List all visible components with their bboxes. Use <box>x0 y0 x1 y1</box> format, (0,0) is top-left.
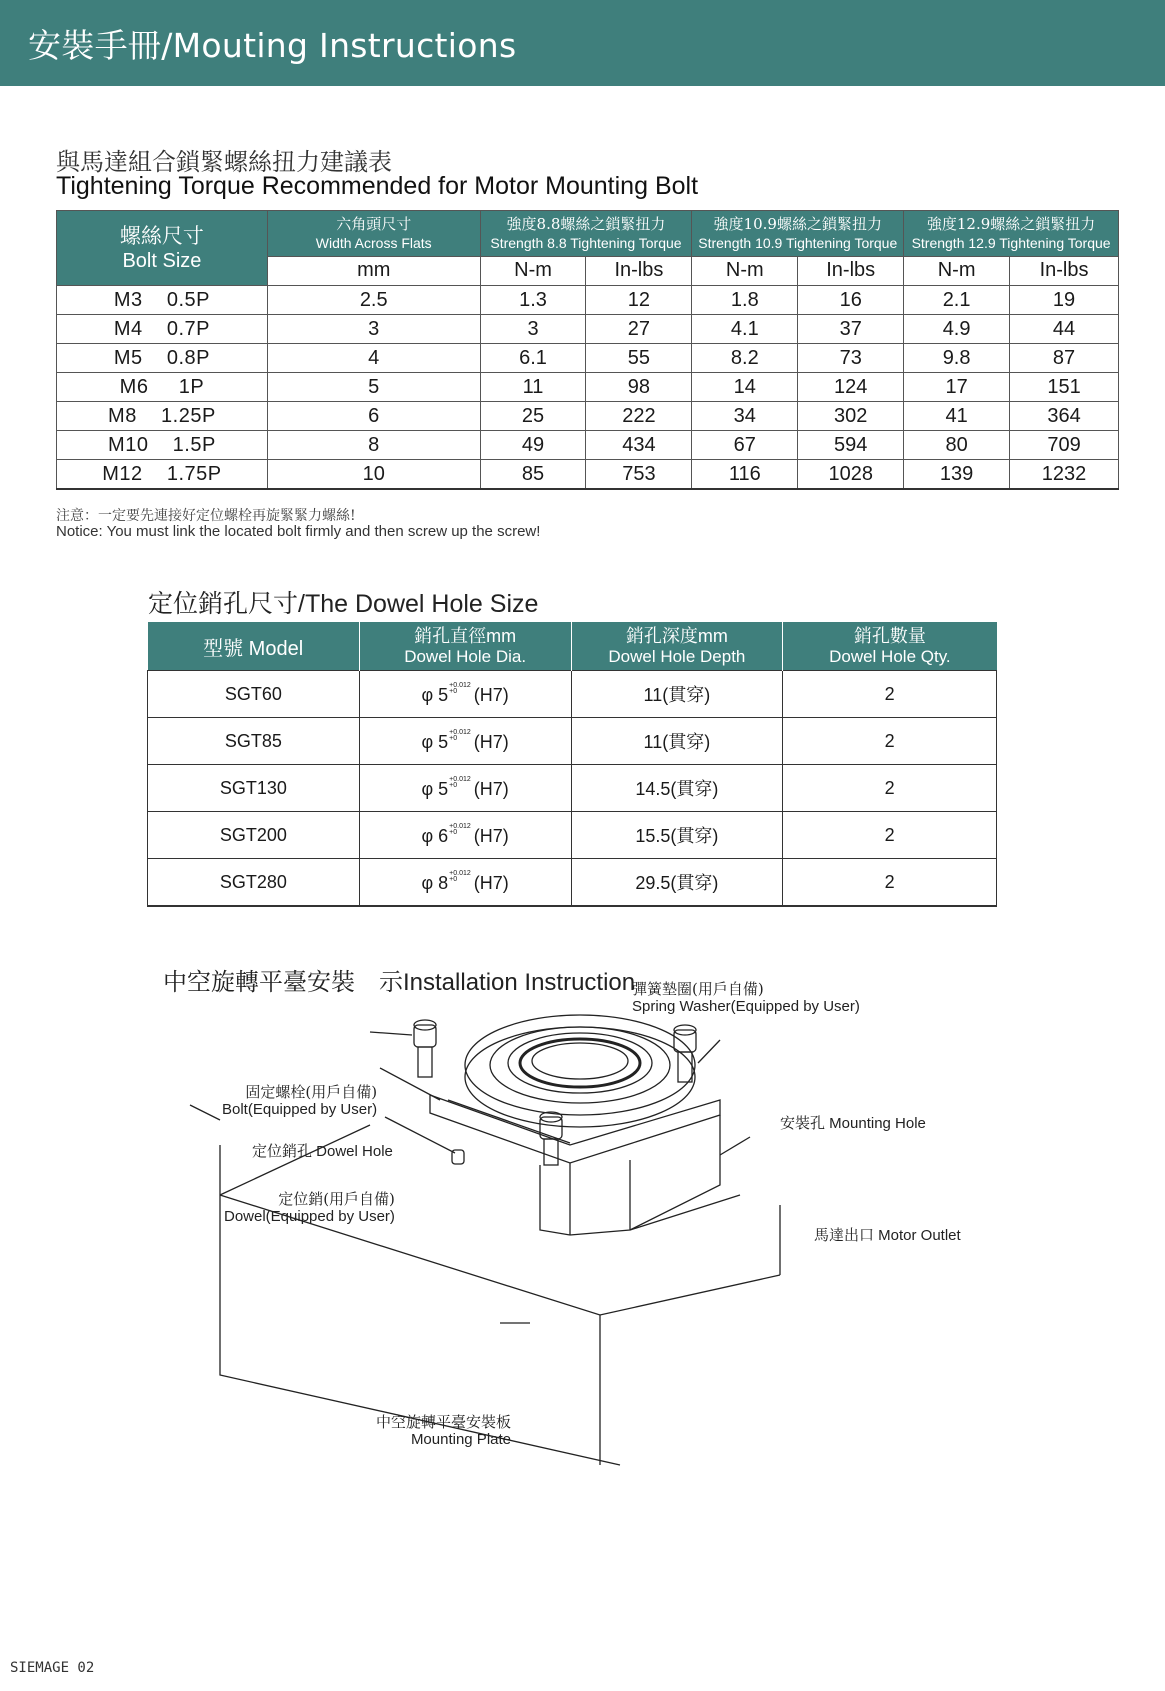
torque-title-zh: 與馬達組合鎖緊螺絲扭力建議表 <box>56 148 392 176</box>
tolerance <box>449 777 471 789</box>
dia-cell <box>359 765 571 812</box>
fit-value: (H7) <box>473 778 509 799</box>
torque-cell: 2.5 <box>267 286 480 315</box>
qty-cell: 2 <box>783 765 997 812</box>
torque-cell: 87 <box>1010 344 1119 373</box>
bolt-size-cell: M10 1.5P <box>57 431 268 460</box>
model-cell: SGT85 <box>148 718 360 765</box>
torque-cell: 98 <box>586 373 692 402</box>
header-bar <box>0 0 1165 86</box>
fit-value: (H7) <box>473 684 509 705</box>
qty-cell: 2 <box>783 718 997 765</box>
unit-cell: In-lbs <box>586 256 692 285</box>
depth-cell: 14.5(貫穿) <box>571 765 783 812</box>
bolt-size-cell: M3 0.5P <box>57 286 268 315</box>
unit-cell: In-lbs <box>798 256 904 285</box>
fit-value: (H7) <box>473 872 509 893</box>
torque-cell: 85 <box>480 460 586 490</box>
label-motor-outlet: 馬達出口 Motor Outlet <box>814 1227 961 1244</box>
unit-cell: mm <box>267 256 480 285</box>
dia-value: φ 5 <box>421 778 449 799</box>
torque-row <box>57 286 1119 315</box>
header-strength-8-8: 強度8.8螺絲之鎖緊扭力 Strength 8.8 Tightening Torque <box>480 211 692 257</box>
torque-cell: 12 <box>586 286 692 315</box>
torque-cell: 116 <box>692 460 798 490</box>
tolerance-upper: +0.012 <box>449 775 471 783</box>
torque-cell: 3 <box>267 315 480 344</box>
header-hole-dia: 銷孔直徑mm Dowel Hole Dia. <box>359 622 571 671</box>
tolerance-lower: +0 <box>449 687 458 695</box>
unit-cell: N-m <box>904 256 1010 285</box>
torque-cell: 594 <box>798 431 904 460</box>
torque-header-row <box>57 211 1119 257</box>
torque-cell: 1.8 <box>692 286 798 315</box>
label-dowel: 定位銷(用戶自備) Dowel(Equipped by User) <box>224 1190 395 1225</box>
torque-cell: 4.1 <box>692 315 798 344</box>
base-block-shape <box>430 1095 720 1163</box>
tolerance <box>449 871 471 883</box>
tolerance-upper: +0.012 <box>449 728 471 736</box>
dia-value: φ 5 <box>421 731 449 752</box>
torque-cell: 1028 <box>798 460 904 490</box>
depth-cell: 11(貫穿) <box>571 671 783 718</box>
depth-cell: 11(貫穿) <box>571 718 783 765</box>
torque-cell: 25 <box>480 402 586 431</box>
depth-cell: 15.5(貫穿) <box>571 812 783 859</box>
torque-cell: 709 <box>1010 431 1119 460</box>
torque-cell: 16 <box>798 286 904 315</box>
dowel-row <box>148 812 997 859</box>
torque-cell: 6 <box>267 402 480 431</box>
bolt-left <box>414 1020 436 1077</box>
dia-cell <box>359 859 571 907</box>
bolt-size-cell: M12 1.75P <box>57 460 268 490</box>
torque-cell: 1232 <box>1010 460 1119 490</box>
bolt-front <box>540 1112 562 1165</box>
dowel-row <box>148 859 997 907</box>
model-cell: SGT280 <box>148 859 360 907</box>
label-bolt: 固定螺栓(用戶自備) Bolt(Equipped by User) <box>222 1083 378 1118</box>
torque-cell: 5 <box>267 373 480 402</box>
torque-cell: 124 <box>798 373 904 402</box>
dowel-header-row <box>148 622 997 671</box>
tolerance <box>449 730 471 742</box>
dia-value: φ 5 <box>421 684 449 705</box>
torque-cell: 139 <box>904 460 1010 490</box>
model-cell: SGT60 <box>148 671 360 718</box>
torque-cell: 1.3 <box>480 286 586 315</box>
page-title: 安裝手冊/Mouting Instructions <box>28 26 517 65</box>
dowel-table <box>147 622 997 907</box>
label-mounting-hole: 安裝孔 Mounting Hole <box>780 1115 926 1132</box>
torque-cell: 17 <box>904 373 1010 402</box>
qty-cell: 2 <box>783 671 997 718</box>
dowel-title: 定位銷孔尺寸/The Dowel Hole Size <box>148 589 539 618</box>
torque-cell: 3 <box>480 315 586 344</box>
label-spring-washer: 彈簧墊圈(用戶自備) Spring Washer(Equipped by User) <box>632 980 860 1015</box>
tolerance-lower: +0 <box>449 828 458 836</box>
label-dowel-hole: 定位銷孔 Dowel Hole <box>252 1143 393 1160</box>
qty-cell: 2 <box>783 812 997 859</box>
model-cell: SGT130 <box>148 765 360 812</box>
notice-en: Notice: You must link the located bolt firmly and then screw up the screw! <box>56 523 541 540</box>
bolt-size-cell: M8 1.25P <box>57 402 268 431</box>
tolerance-upper: +0.012 <box>449 681 471 689</box>
torque-cell: 19 <box>1010 286 1119 315</box>
fit-value: (H7) <box>473 731 509 752</box>
model-cell: SGT200 <box>148 812 360 859</box>
rotating-table-outer <box>465 1015 695 1115</box>
install-title: 中空旋轉平臺安裝 示Installation Instruction <box>163 968 636 996</box>
torque-cell: 9.8 <box>904 344 1010 373</box>
notice-zh: 注意：一定要先連接好定位螺栓再旋緊緊力螺絲! <box>56 508 356 524</box>
fit-value: (H7) <box>473 825 509 846</box>
torque-cell: 753 <box>586 460 692 490</box>
torque-cell: 34 <box>692 402 798 431</box>
bolt-size-cell: M6 1P <box>57 373 268 402</box>
torque-cell: 14 <box>692 373 798 402</box>
dia-value: φ 8 <box>421 872 449 893</box>
dia-cell <box>359 812 571 859</box>
torque-cell: 302 <box>798 402 904 431</box>
header-bolt-size: 螺絲尺寸 Bolt Size <box>57 211 268 286</box>
bolt-size-cell: M5 0.8P <box>57 344 268 373</box>
torque-cell: 67 <box>692 431 798 460</box>
torque-cell: 73 <box>798 344 904 373</box>
header-strength-12-9: 強度12.9螺絲之鎖緊扭力 Strength 12.9 Tightening Torque <box>904 211 1119 257</box>
torque-cell: 80 <box>904 431 1010 460</box>
tolerance <box>449 824 471 836</box>
torque-cell: 4.9 <box>904 315 1010 344</box>
torque-title-en: Tightening Torque Recommended for Motor Mounting Bolt <box>56 172 699 200</box>
tolerance-upper: +0.012 <box>449 869 471 877</box>
unit-cell: In-lbs <box>1010 256 1119 285</box>
torque-cell: 434 <box>586 431 692 460</box>
dowel-row <box>148 765 997 812</box>
torque-cell: 27 <box>586 315 692 344</box>
header-strength-10-9: 強度10.9螺絲之鎖緊扭力 Strength 10.9 Tightening Torque <box>692 211 904 257</box>
dia-cell <box>359 718 571 765</box>
torque-cell: 2.1 <box>904 286 1010 315</box>
torque-cell: 11 <box>480 373 586 402</box>
torque-cell: 364 <box>1010 402 1119 431</box>
torque-row <box>57 402 1119 431</box>
header-hole-qty: 銷孔數量 Dowel Hole Qty. <box>783 622 997 671</box>
torque-cell: 44 <box>1010 315 1119 344</box>
header-width-across-flats: 六角頭尺寸 Width Across Flats <box>267 211 480 257</box>
torque-cell: 4 <box>267 344 480 373</box>
torque-row <box>57 315 1119 344</box>
footer-text: SIEMAGE 02 <box>10 1660 95 1676</box>
dowel-row <box>148 671 997 718</box>
torque-row <box>57 373 1119 402</box>
torque-cell: 55 <box>586 344 692 373</box>
header-hole-depth: 銷孔深度mm Dowel Hole Depth <box>571 622 783 671</box>
header-model: 型號 Model <box>148 622 360 671</box>
label-mounting-plate: 中空旋轉平臺安裝板 Mounting Plate <box>376 1413 512 1448</box>
dia-value: φ 6 <box>421 825 449 846</box>
torque-cell: 6.1 <box>480 344 586 373</box>
bolt-size-cell: M4 0.7P <box>57 315 268 344</box>
tolerance <box>449 683 471 695</box>
torque-cell: 49 <box>480 431 586 460</box>
tolerance-lower: +0 <box>449 781 458 789</box>
torque-cell: 37 <box>798 315 904 344</box>
tolerance-lower: +0 <box>449 734 458 742</box>
torque-table <box>56 210 1119 490</box>
torque-cell: 8.2 <box>692 344 798 373</box>
unit-cell: N-m <box>480 256 586 285</box>
depth-cell: 29.5(貫穿) <box>571 859 783 907</box>
torque-cell: 10 <box>267 460 480 490</box>
torque-row <box>57 431 1119 460</box>
torque-row <box>57 344 1119 373</box>
dowel-row <box>148 718 997 765</box>
torque-cell: 8 <box>267 431 480 460</box>
torque-cell: 151 <box>1010 373 1119 402</box>
tolerance-upper: +0.012 <box>449 822 471 830</box>
qty-cell: 2 <box>783 859 997 907</box>
torque-cell: 222 <box>586 402 692 431</box>
torque-row <box>57 460 1119 490</box>
torque-cell: 41 <box>904 402 1010 431</box>
unit-cell: N-m <box>692 256 798 285</box>
tolerance-lower: +0 <box>449 875 458 883</box>
dia-cell <box>359 671 571 718</box>
